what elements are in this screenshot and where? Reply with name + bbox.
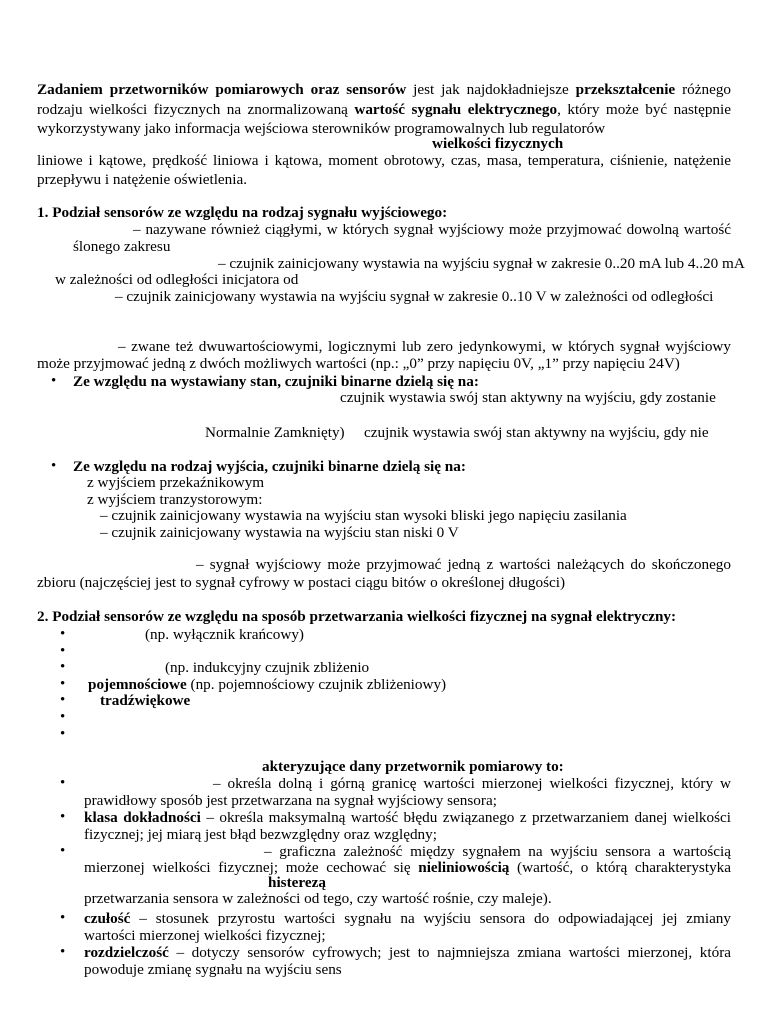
intro-line-5: liniowe i kątowe, prędkość liniowa i kątowa, moment obrotowy, czas, masa, temperatura, ciśnienie, natężenie: [37, 152, 731, 169]
transistor-output: z wyjściem tranzystorowym:: [87, 491, 263, 508]
characteristic-desc-2: [84, 859, 731, 876]
inductive-example: (np. indukcyjny czujnik zbliżenio: [165, 659, 370, 676]
characteristic-text: (wartość, o którą charakterystyka: [509, 859, 731, 876]
relay-output: z wyjściem przekaźnikowym: [87, 474, 265, 491]
sensitivity-desc-1: [84, 910, 731, 927]
bullet-icon: •: [60, 726, 66, 742]
binary-state-bullet: Ze względu na wystawiany stan, czujniki binarne dzielą się na:: [73, 373, 479, 390]
binary-output-bullet: Ze względu na rodzaj wyjścia, czujniki binarne dzielą się na:: [73, 458, 466, 475]
capacitive-term: pojemnościowe: [88, 676, 187, 693]
sensitivity-term: czułość: [84, 910, 131, 927]
intro-line-1: [37, 81, 731, 98]
intro-text: rodzaju wielkości fizycznych na znormalizowaną: [37, 101, 355, 118]
bullet-icon: •: [60, 843, 66, 859]
accuracy-desc-1: [84, 809, 731, 826]
intro-text: jest jak najdokładniejsze: [406, 81, 576, 98]
section1-heading: 1. Podział sensorów ze względu na rodzaj sygnału wyjściowego:: [37, 204, 448, 221]
bullet-icon: •: [60, 775, 66, 791]
digital-desc-2: zbioru (najczęściej jest to sygnał cyfrowy w postaci ciągu bitów o określonej długości): [37, 574, 566, 591]
intro-line-4: wielkości fizycznych: [432, 135, 564, 152]
binary-desc-2: może przyjmować jedną z dwóch możliwych wartości (np.: „0” przy napięciu 0V, „1” przy napięciu 24V): [37, 355, 680, 372]
bullet-icon: •: [51, 458, 57, 474]
bullet-icon: •: [60, 944, 66, 960]
voltage-output-desc: – czujnik zainicjowany wystawia na wyjściu sygnał w zakresie 0..10 V w zależności od odległości: [115, 288, 714, 305]
characteristic-text: mierzonej wielkości fizycznej; może cechować się: [84, 859, 419, 876]
bullet-icon: •: [51, 373, 57, 389]
resolution-term: rozdzielczość: [84, 944, 169, 961]
intro-line-3: wykorzystywany jako informacja wejściowa sterowników programowalnych lub regulatorów: [37, 120, 606, 137]
binary-desc-1: – zwane też dwuwartościowymi, logicznymi lub zero jedynkowymi, w których sygnał wyjściowy: [118, 338, 731, 355]
bullet-icon: •: [60, 643, 66, 659]
current-output-desc-2: w zależności od odległości inicjatora od: [55, 271, 299, 288]
accuracy-text: – określa maksymalną wartość błędu związanego z przetwarzaniem danej wielkości: [200, 809, 731, 826]
resolution-text: – dotyczy sensorów cyfrowych; jest to najmniejsza zmiana wartości mierzonej, która: [168, 944, 731, 961]
intro-bold-term: Zadaniem przetworników pomiarowych oraz sensorów: [37, 81, 407, 98]
ultrasonic-item: tradźwiękowe: [100, 692, 191, 709]
nc-contact-desc: czujnik wystawia swój stan aktywny na wyjściu, gdy nie: [364, 424, 709, 441]
intro-text: , który może być następnie: [557, 101, 731, 118]
bullet-icon: •: [60, 676, 66, 692]
no-contact-desc: czujnik wystawia swój stan aktywny na wyjściu, gdy zostanie: [340, 389, 716, 406]
intro-bold-term: przekształcenie: [575, 81, 676, 98]
analog-desc-1: – nazywane również ciągłymi, w których sygnał wyjściowy może przyjmować dowolną wartość: [133, 221, 731, 238]
range-desc-2: prawidłowy sposób jest przetwarzana na sygnał wyjściowy sensora;: [84, 792, 497, 809]
resolution-desc-1: [84, 944, 731, 961]
bullet-icon: •: [60, 626, 66, 642]
digital-desc-1: – sygnał wyjściowy może przyjmować jedną z wartości należących do skończonego: [196, 556, 731, 573]
hysteresis-term: histerezą: [268, 874, 326, 891]
capacitive-item: [88, 676, 446, 693]
accuracy-desc-2: fizycznej; jej miarą jest błąd bezwzględny oraz względny;: [84, 826, 437, 843]
intro-line-6: przepływu i natężenie oświetlenia.: [37, 171, 248, 188]
characteristic-desc-3: przetwarzania sensora w zależności od tego, czy wartość rośnie, czy maleje).: [84, 890, 552, 907]
section3-heading: akteryzujące dany przetwornik pomiarowy to:: [262, 758, 564, 775]
bullet-icon: •: [60, 910, 66, 926]
section2-heading: 2. Podział sensorów ze względu na sposób przetwarzania wielkości fizycznej na sygnał elektryczny:: [37, 608, 677, 625]
analog-desc-2: ślonego zakresu: [73, 238, 171, 255]
range-desc-1: – określa dolną i górną granicę wartości mierzonej wielkości fizycznej, który w: [213, 775, 731, 792]
intro-line-2: [37, 101, 731, 118]
resolution-desc-2: powoduje zmianę sygnału na wyjściu sens: [84, 961, 342, 978]
nc-label: Normalnie Zamknięty): [205, 424, 345, 441]
sensitivity-desc-2: wartości mierzonej wielkości fizycznej;: [84, 927, 326, 944]
current-output-desc: – czujnik zainicjowany wystawia na wyjściu sygnał w zakresie 0..20 mA lub 4..20 mA: [218, 255, 745, 272]
bullet-icon: •: [60, 692, 66, 708]
nonlinearity-term: nieliniowością: [418, 859, 510, 876]
intro-text: różnego: [675, 81, 732, 98]
pnp-desc: – czujnik zainicjowany wystawia na wyjściu stan wysoki bliski jego napięciu zasilania: [100, 507, 627, 524]
accuracy-term: klasa dokładności: [84, 809, 201, 826]
bullet-icon: •: [60, 809, 66, 825]
bullet-icon: •: [60, 659, 66, 675]
sensitivity-text: – stosunek przyrostu wartości sygnału na wyjściu sensora do odpowiadającej jej zmiany: [130, 910, 731, 927]
intro-bold-term: wartość sygnału elektrycznego: [354, 101, 558, 118]
characteristic-desc-1: – graficzna zależność między sygnałem na wyjściu sensora a wartością: [264, 843, 731, 860]
capacitive-example: (np. pojemnościowy czujnik zbliżeniowy): [186, 676, 447, 693]
npn-desc: – czujnik zainicjowany wystawia na wyjściu stan niski 0 V: [100, 524, 459, 541]
bullet-icon: •: [60, 709, 66, 725]
mechanical-example: (np. wyłącznik krańcowy): [145, 626, 304, 643]
